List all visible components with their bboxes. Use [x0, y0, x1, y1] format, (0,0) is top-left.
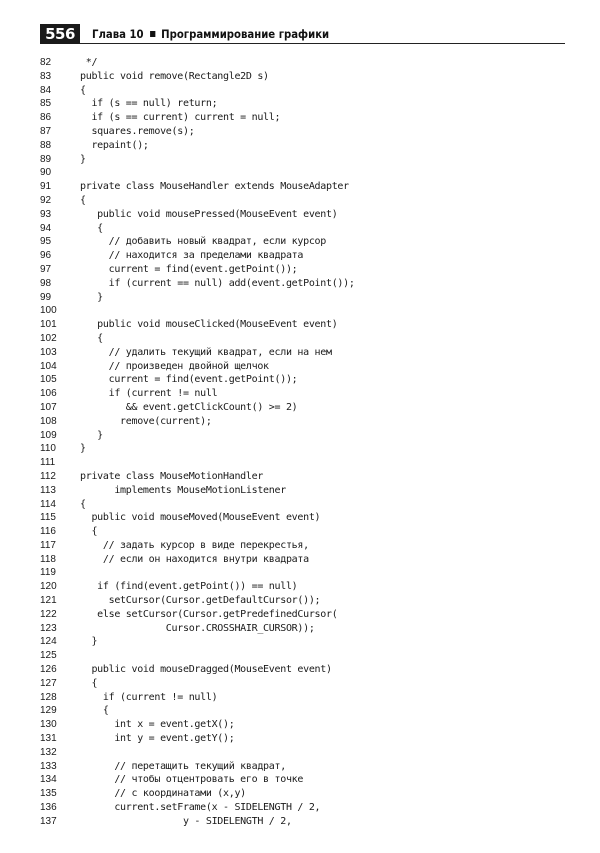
page-header — [40, 24, 565, 44]
line-number: 103 — [40, 346, 57, 358]
line-number: 114 — [40, 498, 56, 510]
header-rule — [80, 43, 565, 45]
code-line — [40, 125, 560, 139]
line-number: 124 — [40, 636, 57, 648]
line-number: 135 — [40, 788, 57, 800]
code-line — [40, 277, 560, 291]
code-line — [40, 815, 560, 829]
code-text: // с координатами (x,y) — [80, 788, 246, 800]
code-line — [40, 387, 560, 401]
chapter-label: Глава 10 — [92, 27, 144, 41]
code-text: } — [80, 443, 86, 455]
code-text: repaint(); — [80, 139, 149, 151]
line-number: 126 — [40, 664, 57, 676]
line-number: 130 — [40, 719, 57, 731]
code-text: setCursor(Cursor.getDefaultCursor()); — [80, 595, 321, 607]
line-number: 108 — [40, 415, 57, 427]
code-text: { — [80, 526, 98, 538]
code-text: // произведен двойной щелчок — [80, 360, 269, 372]
code-line — [40, 470, 560, 484]
code-line — [40, 456, 560, 470]
code-text: // перетащить текущий квадрат, — [80, 760, 286, 772]
line-number: 98 — [40, 277, 52, 289]
code-line — [40, 704, 560, 718]
code-line — [40, 622, 560, 636]
code-line — [40, 746, 560, 760]
code-line — [40, 401, 560, 415]
code-line — [40, 222, 560, 236]
code-line — [40, 801, 560, 815]
code-line — [40, 511, 560, 525]
code-line — [40, 608, 560, 622]
line-number: 101 — [40, 319, 57, 331]
code-text: } — [80, 636, 98, 648]
code-line — [40, 97, 560, 111]
line-number: 88 — [40, 139, 52, 151]
code-text: // чтобы отцентровать его в точке — [80, 774, 304, 786]
line-number: 120 — [40, 581, 57, 593]
code-line — [40, 332, 560, 346]
line-number: 99 — [40, 291, 52, 303]
line-number: 105 — [40, 374, 57, 386]
line-number: 109 — [40, 429, 57, 441]
code-text: public void mousePressed(MouseEvent event) — [80, 208, 338, 220]
line-number: 119 — [40, 567, 56, 579]
code-line — [40, 139, 560, 153]
code-text: y - SIDELENGTH / 2, — [80, 815, 292, 827]
chapter-title: Программирование графики — [161, 27, 330, 41]
line-number: 115 — [40, 512, 56, 524]
line-number: 136 — [40, 802, 57, 814]
line-number: 110 — [40, 443, 56, 455]
code-line — [40, 484, 560, 498]
code-text: { — [80, 332, 103, 344]
line-number: 106 — [40, 388, 57, 400]
code-text: current = find(event.getPoint()); — [80, 263, 298, 275]
line-number: 85 — [40, 98, 52, 110]
line-number: 102 — [40, 332, 57, 344]
line-number: 94 — [40, 222, 52, 234]
line-number: 89 — [40, 153, 52, 165]
code-line — [40, 180, 560, 194]
code-text: // удалить текущий квадрат, если на нем — [80, 346, 332, 358]
line-number: 86 — [40, 112, 52, 124]
code-line — [40, 318, 560, 332]
code-listing — [40, 56, 560, 829]
line-number: 111 — [40, 457, 56, 469]
code-text: // добавить новый квадрат, если курсор — [80, 236, 326, 248]
code-line — [40, 663, 560, 677]
code-line — [40, 760, 560, 774]
code-text: { — [80, 84, 86, 96]
code-line — [40, 442, 560, 456]
code-text: if (s == null) return; — [80, 98, 218, 110]
code-line — [40, 553, 560, 567]
code-text: remove(current); — [80, 415, 212, 427]
code-text: current = find(event.getPoint()); — [80, 374, 298, 386]
code-line — [40, 415, 560, 429]
code-text: { — [80, 705, 109, 717]
code-line — [40, 525, 560, 539]
code-text: && event.getClickCount() >= 2) — [80, 401, 298, 413]
code-text: public void mouseDragged(MouseEvent event) — [80, 664, 332, 676]
code-line — [40, 194, 560, 208]
line-number: 121 — [40, 595, 57, 607]
code-text: // задать курсор в виде перекрестья, — [80, 539, 309, 551]
line-number: 97 — [40, 263, 52, 275]
line-number: 91 — [40, 181, 52, 193]
line-number: 118 — [40, 553, 56, 565]
code-line — [40, 360, 560, 374]
code-text: } — [80, 153, 86, 165]
line-number: 92 — [40, 194, 52, 206]
code-text: int x = event.getX(); — [80, 719, 235, 731]
line-number: 112 — [40, 470, 56, 482]
page-number: 556 — [40, 24, 80, 44]
line-number: 129 — [40, 705, 57, 717]
code-line — [40, 566, 560, 580]
code-line — [40, 111, 560, 125]
code-text: public void mouseMoved(MouseEvent event) — [80, 512, 321, 524]
line-number: 133 — [40, 760, 57, 772]
code-text: { — [80, 194, 86, 206]
line-number: 128 — [40, 691, 57, 703]
code-line — [40, 208, 560, 222]
code-line — [40, 691, 560, 705]
line-number: 116 — [40, 526, 56, 538]
line-number: 125 — [40, 650, 57, 662]
code-text: } — [80, 291, 103, 303]
line-number: 134 — [40, 774, 57, 786]
code-text: */ — [80, 57, 98, 68]
code-line — [40, 635, 560, 649]
code-text: // находится за пределами квадрата — [80, 250, 304, 262]
code-line — [40, 70, 560, 84]
code-text: { — [80, 222, 103, 234]
line-number: 87 — [40, 125, 52, 137]
code-text: if (current != null — [80, 388, 218, 400]
line-number: 83 — [40, 70, 52, 82]
code-line — [40, 677, 560, 691]
code-text: } — [80, 429, 103, 441]
line-number: 90 — [40, 167, 52, 179]
code-line — [40, 346, 560, 360]
code-text: { — [80, 677, 98, 689]
code-text: if (find(event.getPoint()) == null) — [80, 581, 298, 593]
code-text: if (current == null) add(event.getPoint()); — [80, 277, 355, 289]
square-bullet-icon — [150, 31, 155, 37]
running-head — [92, 25, 329, 43]
line-number: 84 — [40, 84, 52, 96]
code-text: private class MouseMotionHandler — [80, 470, 264, 482]
code-line — [40, 580, 560, 594]
code-line — [40, 732, 560, 746]
line-number: 95 — [40, 236, 52, 248]
code-line — [40, 263, 560, 277]
line-number: 127 — [40, 677, 57, 689]
code-text: current.setFrame(x - SIDELENGTH / 2, — [80, 802, 321, 814]
code-line — [40, 153, 560, 167]
code-text: // если он находится внутри квадрата — [80, 553, 309, 565]
line-number: 123 — [40, 622, 57, 634]
line-number: 93 — [40, 208, 52, 220]
line-number: 96 — [40, 250, 52, 262]
code-line — [40, 304, 560, 318]
code-text: int y = event.getY(); — [80, 733, 235, 745]
code-line — [40, 166, 560, 180]
code-line — [40, 773, 560, 787]
line-number: 117 — [40, 539, 56, 551]
code-line — [40, 718, 560, 732]
code-text: public void mouseClicked(MouseEvent event) — [80, 319, 338, 331]
code-line — [40, 498, 560, 512]
code-line — [40, 429, 560, 443]
line-number: 113 — [40, 484, 56, 496]
code-line — [40, 373, 560, 387]
code-line — [40, 249, 560, 263]
line-number: 107 — [40, 401, 57, 413]
code-text: public void remove(Rectangle2D s) — [80, 70, 269, 82]
code-line — [40, 291, 560, 305]
line-number: 104 — [40, 360, 57, 372]
line-number: 131 — [40, 733, 57, 745]
line-number: 122 — [40, 608, 57, 620]
line-number: 132 — [40, 746, 57, 758]
code-text: else setCursor(Cursor.getPredefinedCursor( — [80, 608, 338, 620]
line-number: 137 — [40, 815, 57, 827]
code-line — [40, 235, 560, 249]
code-line — [40, 539, 560, 553]
code-text: Cursor.CROSSHAIR_CURSOR)); — [80, 622, 315, 634]
code-text: if (current != null) — [80, 691, 218, 703]
code-text: implements MouseMotionListener — [80, 484, 286, 496]
code-line — [40, 84, 560, 98]
line-number: 82 — [40, 57, 52, 68]
code-line — [40, 594, 560, 608]
line-number: 100 — [40, 305, 57, 317]
code-line — [40, 56, 560, 70]
code-line — [40, 787, 560, 801]
code-text: private class MouseHandler extends MouseAdapter — [80, 181, 349, 193]
code-text: { — [80, 498, 86, 510]
code-text: squares.remove(s); — [80, 125, 195, 137]
code-line — [40, 649, 560, 663]
code-text: if (s == current) current = null; — [80, 112, 281, 124]
